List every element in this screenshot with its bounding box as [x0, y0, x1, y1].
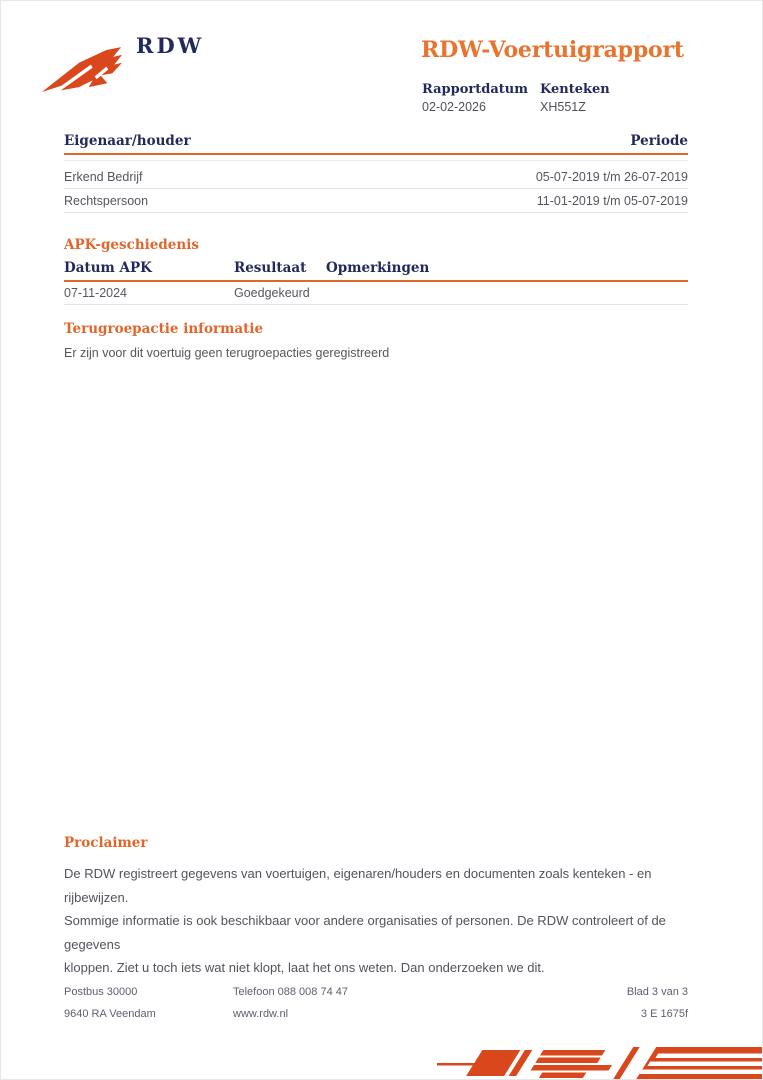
footer-website: www.rdw.nl [233, 1008, 289, 1020]
owner-section [64, 133, 688, 213]
recall-section [64, 321, 688, 363]
apk-col-opmerkingen: Opmerkingen [326, 260, 430, 277]
apk-resultaat: Goedgekeurd [234, 286, 310, 301]
owner-row [64, 189, 688, 213]
owner-name: Rechtspersoon [64, 194, 149, 209]
footer-line-1 [64, 986, 688, 1000]
owner-section-title: Eigenaar/houder [64, 133, 191, 149]
apk-table-header [64, 260, 688, 282]
report-date-value: 02-02-2026 [422, 100, 486, 114]
owner-period: 11-01-2019 t/m 05-07-2019 [536, 194, 688, 209]
proclaimer-title: Proclaimer [64, 835, 148, 851]
owner-name: Erkend Bedrijf [64, 170, 143, 185]
report-meta [422, 82, 658, 114]
proclaimer-text [64, 862, 688, 980]
page-title: RDW-Voertuigrapport [421, 37, 684, 63]
apk-col-resultaat: Resultaat [234, 260, 307, 277]
rdw-logo-text: RDW [136, 33, 205, 58]
recall-section-title: Terugroepactie informatie [64, 321, 264, 337]
report-date-label: Rapportdatum [422, 82, 528, 97]
footer-phone: Telefoon 088 008 74 47 [233, 986, 348, 998]
apk-col-datum: Datum APK [64, 260, 152, 277]
proclaimer-line: Sommige informatie is ook beschikbaar voor andere organisaties of personen. De RDW controleert of de gegevens [64, 913, 666, 952]
rdw-flag-stripes-icon [432, 1041, 762, 1079]
license-plate-value: XH551Z [540, 100, 586, 114]
proclaimer-line: De RDW registreert gegevens van voertuigen, eigenaren/houders en documenten zoals kenteken - en rijbewijzen. [64, 866, 652, 905]
recall-text: Er zijn voor dit voertuig geen terugroepacties geregistreerd [64, 346, 390, 361]
apk-opmerkingen [326, 286, 688, 300]
apk-datum: 07-11-2024 [64, 286, 128, 301]
apk-table-row [64, 282, 688, 305]
footer-postbus: Postbus 30000 [64, 986, 138, 998]
footer-doc-code: 3 E 1675f [640, 1008, 688, 1020]
rdw-wing-icon [40, 46, 122, 95]
owner-period: 05-07-2019 t/m 26-07-2019 [535, 170, 688, 185]
proclaimer-line: kloppen. Ziet u toch iets wat niet klopt, laat het ons weten. Dan onderzoeken we dit. [64, 960, 545, 976]
footer-page-number: Blad 3 van 3 [626, 986, 688, 998]
apk-section-title: APK-geschiedenis [64, 237, 199, 253]
apk-section [64, 237, 688, 305]
license-plate-label: Kenteken [540, 82, 610, 97]
owner-row [64, 161, 688, 189]
footer-line-2 [64, 1008, 688, 1022]
period-column-label: Periode [630, 133, 688, 149]
proclaimer-section [64, 835, 688, 980]
footer-city: 9640 RA Veendam [64, 1008, 156, 1020]
